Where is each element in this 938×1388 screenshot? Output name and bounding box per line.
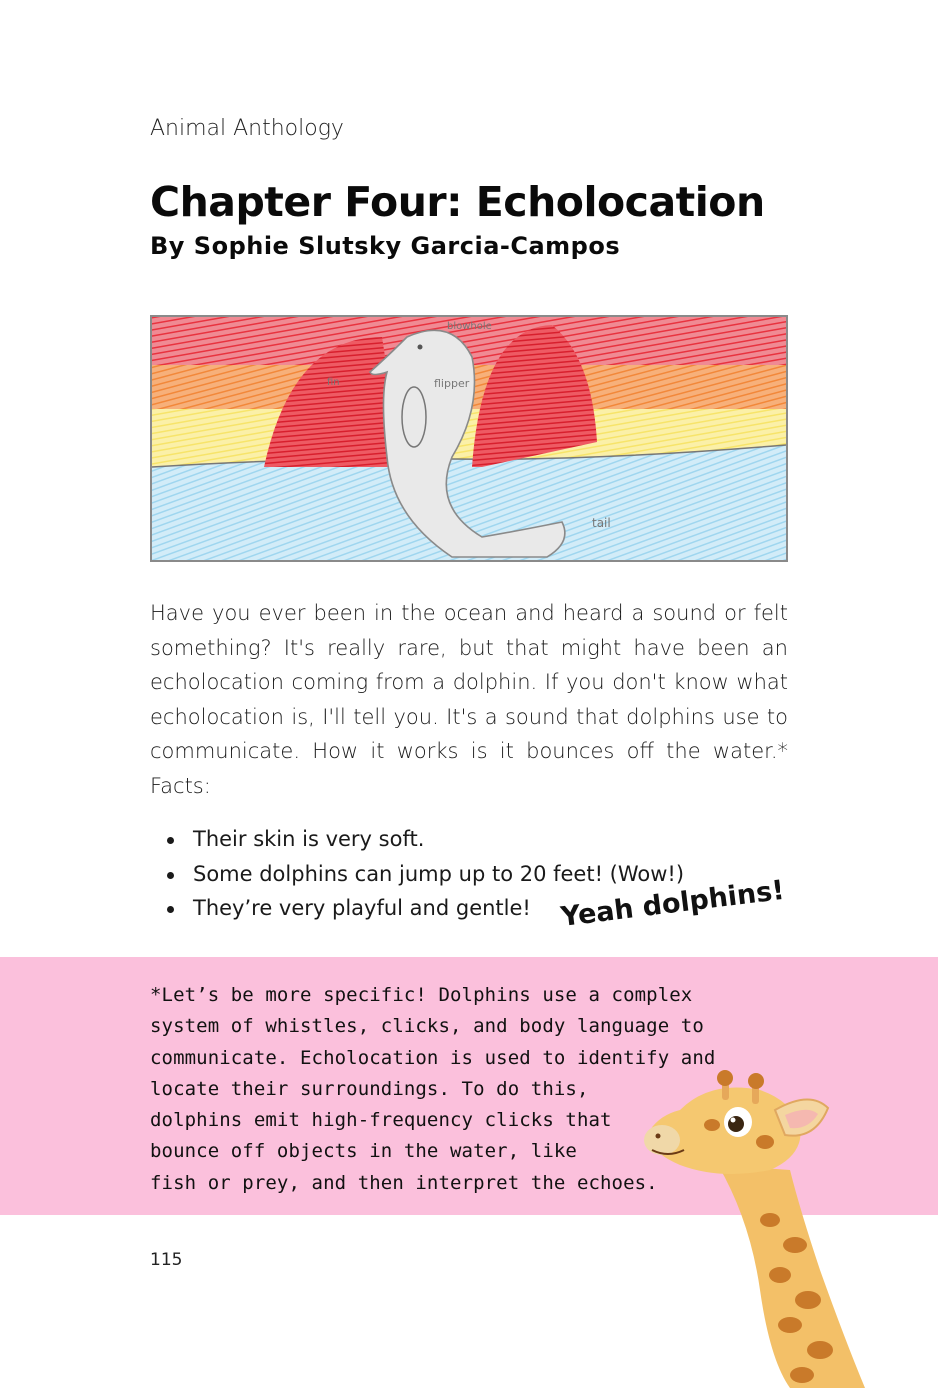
page-number: 115 [150,1250,183,1270]
svg-text:flipper: flipper [434,377,470,390]
list-item: They’re very playful and gentle! [150,891,750,926]
footnote-line: communicate. Echolocation is used to identify and [150,1046,716,1069]
yeah-dolphins-callout: Yeah dolphins! [559,874,787,933]
list-item: Some dolphins can jump up to 20 feet! (Wow!) [150,857,750,892]
chapter-title: Chapter Four: Echolocation [150,178,765,226]
chapter-byline: By Sophie Slutsky Garcia-Campos [150,232,621,260]
dolphin-illustration [150,315,788,562]
footnote-line: system of whistles, clicks, and body language to [150,1015,704,1038]
footnote-line: bounce off objects in the water, like [150,1140,577,1163]
footnote-line: *Let’s be more specific! Dolphins use a complex [150,984,693,1006]
svg-text:fin: fin [327,377,340,388]
footnote-line: dolphins emit high-frequency clicks that [150,1109,612,1132]
body-paragraph: Have you ever been in the ocean and heard a sound or felt something? It's really rare, but that might have been an echolocation coming from a dolphin. If you don't know what echolocation is, I'll tell you. It's a sound that dolphins use to communicate. How it works is it bounces off the water.* Facts: [150,601,788,798]
svg-text:tail: tail [592,516,611,530]
list-item: Their skin is very soft. [150,822,750,857]
svg-text:blowhole: blowhole [447,321,492,332]
footnote-line: locate their surroundings. To do this, [150,1077,589,1100]
footnote-line: fish or prey, and then interpret the echoes. [150,1171,658,1194]
giraffe-mascot-icon [640,1070,938,1388]
running-head: Animal Anthology [150,116,344,141]
